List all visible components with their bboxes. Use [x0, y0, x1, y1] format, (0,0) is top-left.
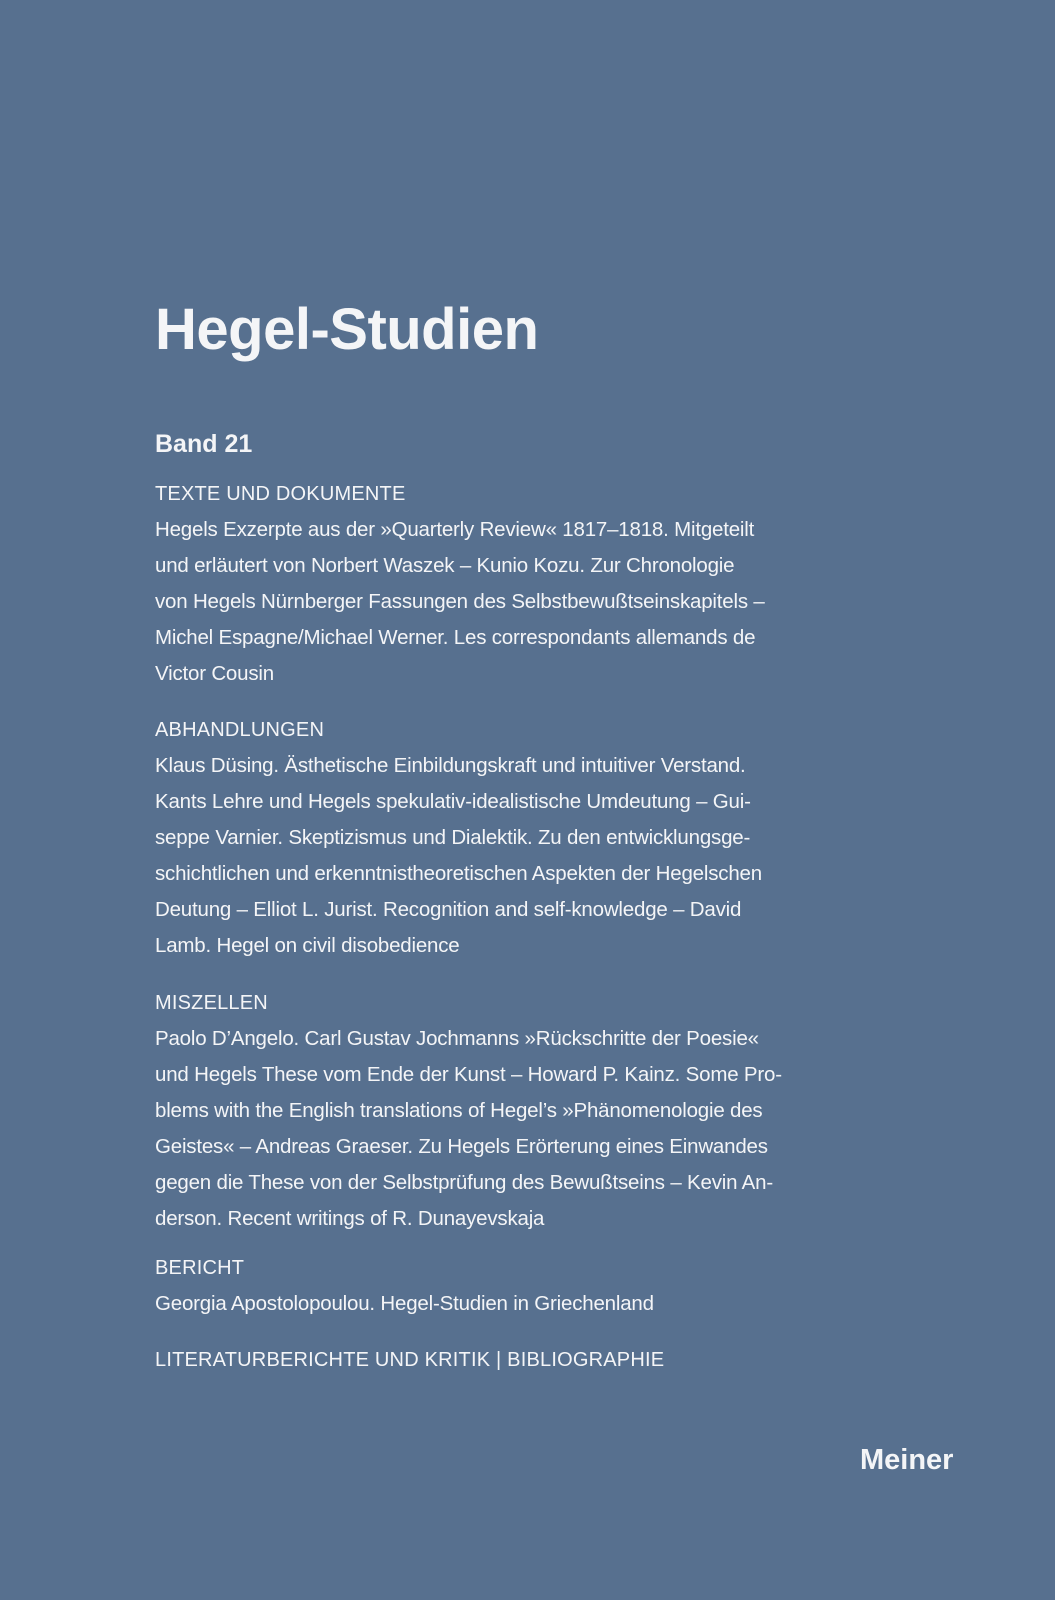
contents-line: Klaus Düsing. Ästhetische Einbildungskraft und intuitiver Verstand.: [155, 754, 746, 777]
contents-line: Lamb. Hegel on civil disobedience: [155, 934, 460, 957]
contents-line: Paolo D’Angelo. Carl Gustav Jochmanns »Rückschritte der Poesie«: [155, 1027, 759, 1050]
contents-line: Hegels Exzerpte aus der »Quarterly Review« 1817–1818. Mitgeteilt: [155, 518, 755, 541]
contents-line: und erläutert von Norbert Waszek – Kunio Kozu. Zur Chronologie: [155, 554, 735, 577]
contents-line: derson. Recent writings of R. Dunayevskaja: [155, 1207, 545, 1230]
section-abhandlungen: [155, 712, 762, 964]
contents-line: gegen die These von der Selbstprüfung des Bewußtseins – Kevin An-: [155, 1171, 773, 1194]
section-miszellen: [155, 985, 782, 1237]
section-bericht: [155, 1250, 654, 1322]
section-heading: TEXTE UND DOKUMENTE: [155, 483, 406, 505]
contents-line: Kants Lehre und Hegels spekulativ-idealistische Umdeutung – Gui-: [155, 790, 751, 813]
contents-line: seppe Varnier. Skeptizismus und Dialektik. Zu den entwicklungsge-: [155, 826, 751, 849]
contents-line: Georgia Apostolopoulou. Hegel-Studien in Griechenland: [155, 1292, 654, 1315]
book-title: Hegel-Studien: [155, 297, 539, 362]
volume-label: Band 21: [155, 430, 253, 458]
contents-line: und Hegels These vom Ende der Kunst – Howard P. Kainz. Some Pro-: [155, 1063, 782, 1086]
contents-line: Deutung – Elliot L. Jurist. Recognition and self-knowledge – David: [155, 898, 742, 921]
section-texte-und-dokumente: [155, 476, 765, 692]
contents-line: blems with the English translations of Hegel’s »Phänomenologie des: [155, 1099, 763, 1122]
contents-line: Michel Espagne/Michael Werner. Les correspondants allemands de: [155, 626, 756, 649]
contents-line: schichtlichen und erkenntnistheoretischen Aspekten der Hegelschen: [155, 862, 762, 885]
contents-line: Geistes« – Andreas Graeser. Zu Hegels Erörterung eines Einwandes: [155, 1135, 768, 1158]
contents-line: von Hegels Nürnberger Fassungen des Selbstbewußtseinskapitels –: [155, 590, 765, 613]
contents-line: Victor Cousin: [155, 662, 274, 685]
section-heading: MISZELLEN: [155, 992, 268, 1014]
section-heading: BERICHT: [155, 1257, 245, 1279]
publisher-logo: Meiner: [860, 1444, 954, 1476]
footer-sections: LITERATURBERICHTE UND KRITIK | BIBLIOGRAPHIE: [155, 1349, 665, 1371]
section-heading: ABHANDLUNGEN: [155, 719, 325, 741]
